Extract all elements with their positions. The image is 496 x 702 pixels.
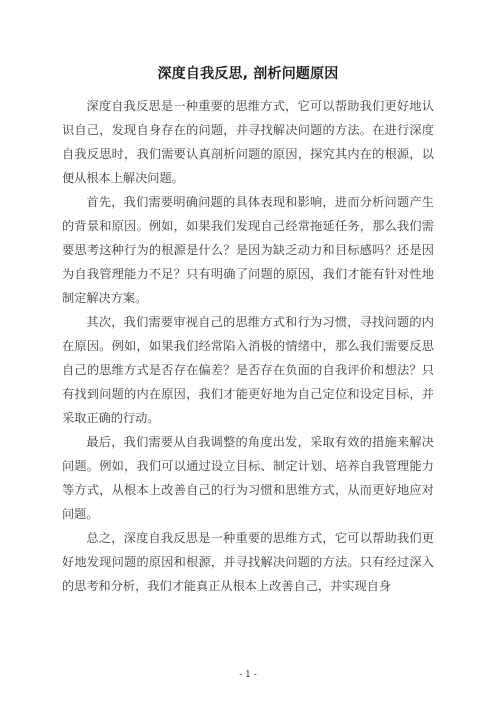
paragraph-5: 总之，深度自我反思是一种重要的思维方式，它可以帮助我们更好地发现问题的原因和根源，并寻找解决问题的方法。只有经过深入的思考和分析，我们才能真正从根本上改善自己，并实现自身 <box>62 531 434 593</box>
page-number: - 1 - <box>239 670 257 680</box>
document-title: 深度自我反思, 剖析问题原因 <box>157 66 339 82</box>
paragraph-4: 最后，我们需要从自我调整的角度出发，采取有效的措施来解决问题。例如，我们可以通过设立目标、制定计划、培养自我管理能力等方式，从根本上改善自己的行为习惯和思维方式，从而更好地应对问题。 <box>62 435 434 521</box>
paragraph-1: 深度自我反思是一种重要的思维方式，它可以帮助我们更好地认识自己，发现自身存在的问题，并寻找解决问题的方法。在进行深度自我反思时，我们需要认真剖析问题的原因，探究其内在的根源，以便从根本上解决问题。 <box>62 99 434 185</box>
paragraph-2: 首先，我们需要明确问题的具体表现和影响，进而分析问题产生的背景和原因。例如，如果我们发现自己经常拖延任务，那么我们需要思考这种行为的根源是什么？是因为缺乏动力和目标感吗？还是因为自我管理能力不足？只有明确了问题的原因，我们才能有针对性地制定解决方案。 <box>62 195 434 305</box>
paragraph-3: 其次，我们需要审视自己的思维方式和行为习惯，寻找问题的内在原因。例如，如果我们经常陷入消极的情绪中，那么我们需要反思自己的思维方式是否存在偏差？是否存在负面的自我评价和想法？只有找到问题的内在原因，我们才能更好地为自己定位和设定目标，并采取正确的行动。 <box>62 315 434 425</box>
